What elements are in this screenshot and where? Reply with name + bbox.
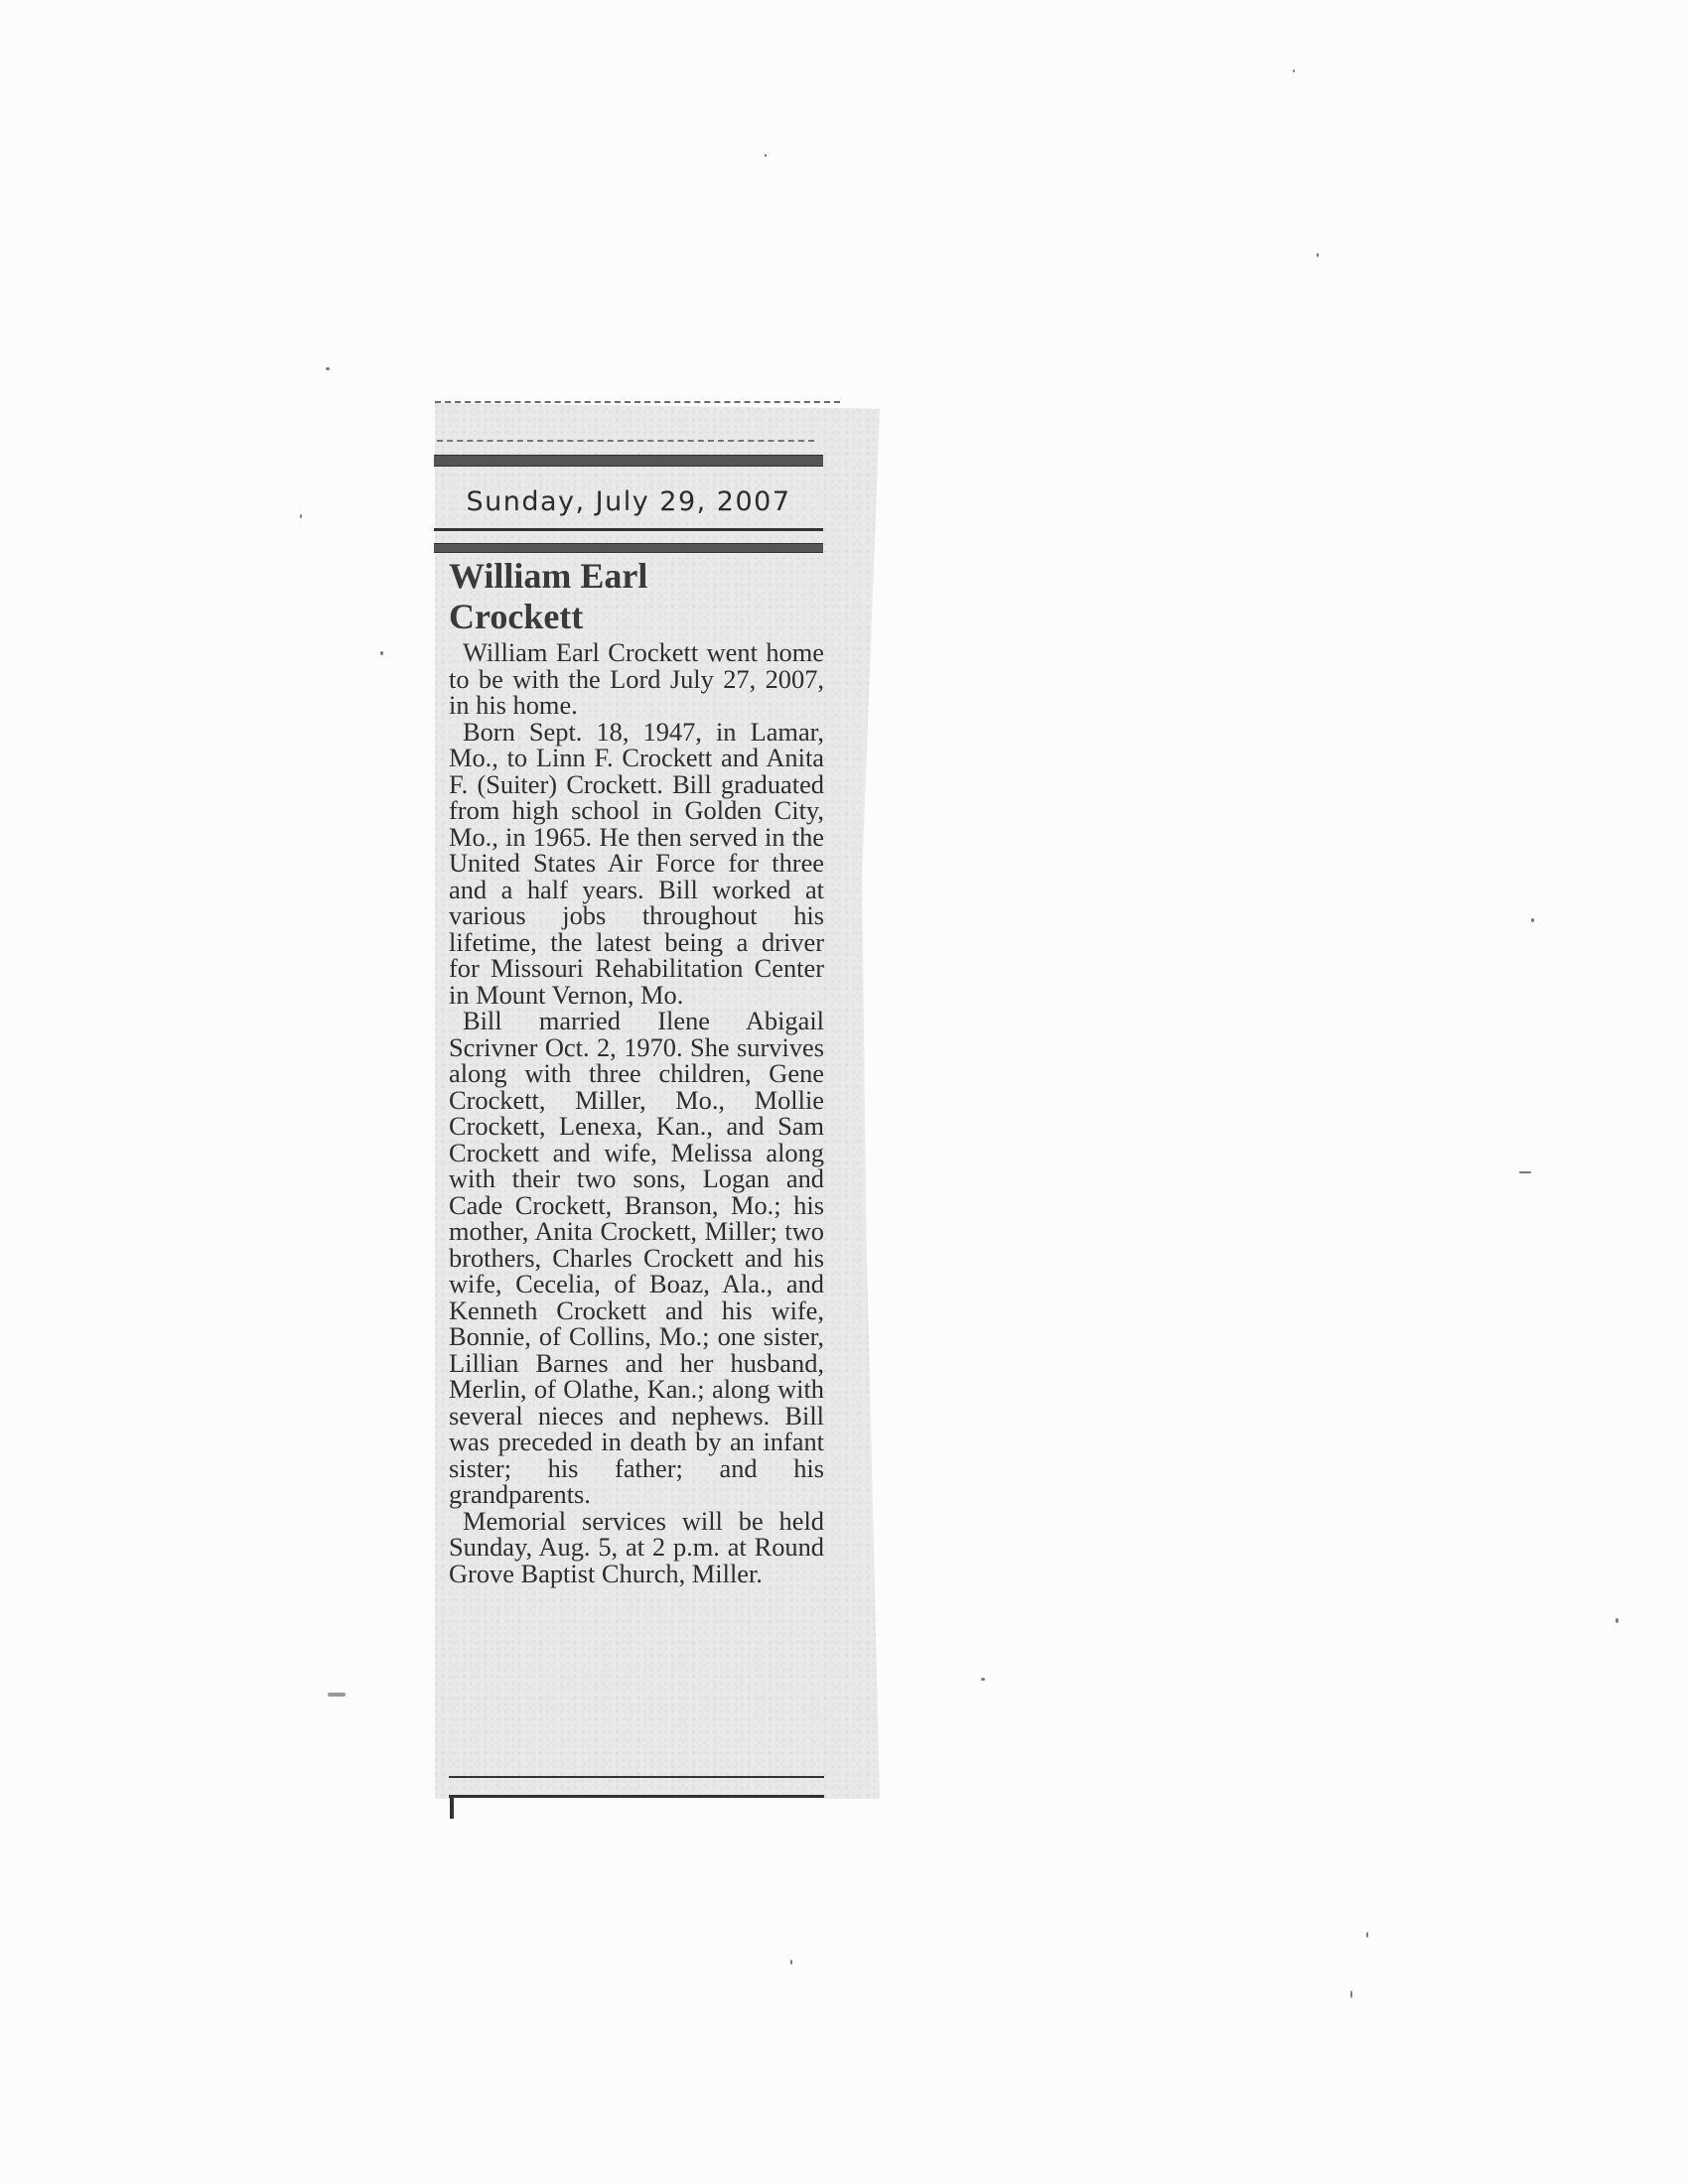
scan-speck xyxy=(1531,918,1534,922)
scan-speck xyxy=(1317,253,1319,257)
obituary-headline xyxy=(449,556,816,637)
bottom-rule-tick xyxy=(450,1795,454,1819)
scan-speck xyxy=(1293,69,1295,72)
top-double-rule xyxy=(434,455,823,467)
headline-top-rule xyxy=(434,543,823,553)
dateline-bottom-rule xyxy=(434,528,823,531)
scan-speck xyxy=(300,514,302,518)
scan-speck xyxy=(1350,1990,1352,1998)
headline-line-2: Crockett xyxy=(449,597,584,636)
scan-speck xyxy=(326,367,330,370)
obituary-body xyxy=(449,639,824,1586)
paragraph-services: Memorial services will be held Sunday, Aug. 5, at 2 p.m. at Round Grove Baptist Church, Miller. xyxy=(449,1505,824,1588)
torn-edge-dashes xyxy=(437,440,814,444)
bottom-rule-lower xyxy=(449,1795,824,1798)
headline-line-1: William Earl xyxy=(449,556,648,596)
scan-speck xyxy=(1519,1171,1531,1173)
paragraph-survivors: Bill married Ilene Abigail Scrivner Oct. 2, 1970. She survives along with three children, Gene Crockett, Miller, Mo., Mollie Crockett, Lenexa, Kan., and Sam Crockett and wife, Melissa along with their two sons, Logan and Cade Crockett, Branson, Mo.; his mother, Anita Crockett, Miller; two brothers, Charles Crockett and his wife, Cecelia, of Boaz, Ala., and Kenneth Crockett and his wife, Bonnie, of Collins, Mo.; one sister, Lillian Barnes and her husband, Merlin, of Olathe, Kan.; along with several nieces and nephews. Bill was preceded in death by an infant sister; his father; and his grandparents. xyxy=(449,1006,824,1509)
scan-speck xyxy=(1616,1618,1618,1623)
dateline: Sunday, July 29, 2007 xyxy=(466,486,791,517)
paragraph-biography: Born Sept. 18, 1947, in Lamar, Mo., to Linn F. Crockett and Anita F. (Suiter) Crockett. Bill graduated from high school in Golden City, Mo., in 1965. He then served in the United States Air Force for three and a half years. Bill worked at various jobs throughout his lifetime, the latest being a driver for Missouri Rehabilitation Center in Mount Vernon, Mo. xyxy=(449,716,824,1010)
bottom-rule xyxy=(449,1776,824,1778)
scan-smudge xyxy=(328,1693,346,1697)
scan-speck xyxy=(1366,1932,1368,1938)
torn-top-edge xyxy=(435,401,840,407)
scan-speck xyxy=(765,154,767,157)
scan-speck xyxy=(981,1678,985,1681)
paragraph-intro: William Earl Crockett went home to be with the Lord July 27, 2007, in his home. xyxy=(449,637,824,720)
scan-speck xyxy=(790,1960,792,1965)
scan-speck xyxy=(380,651,383,655)
